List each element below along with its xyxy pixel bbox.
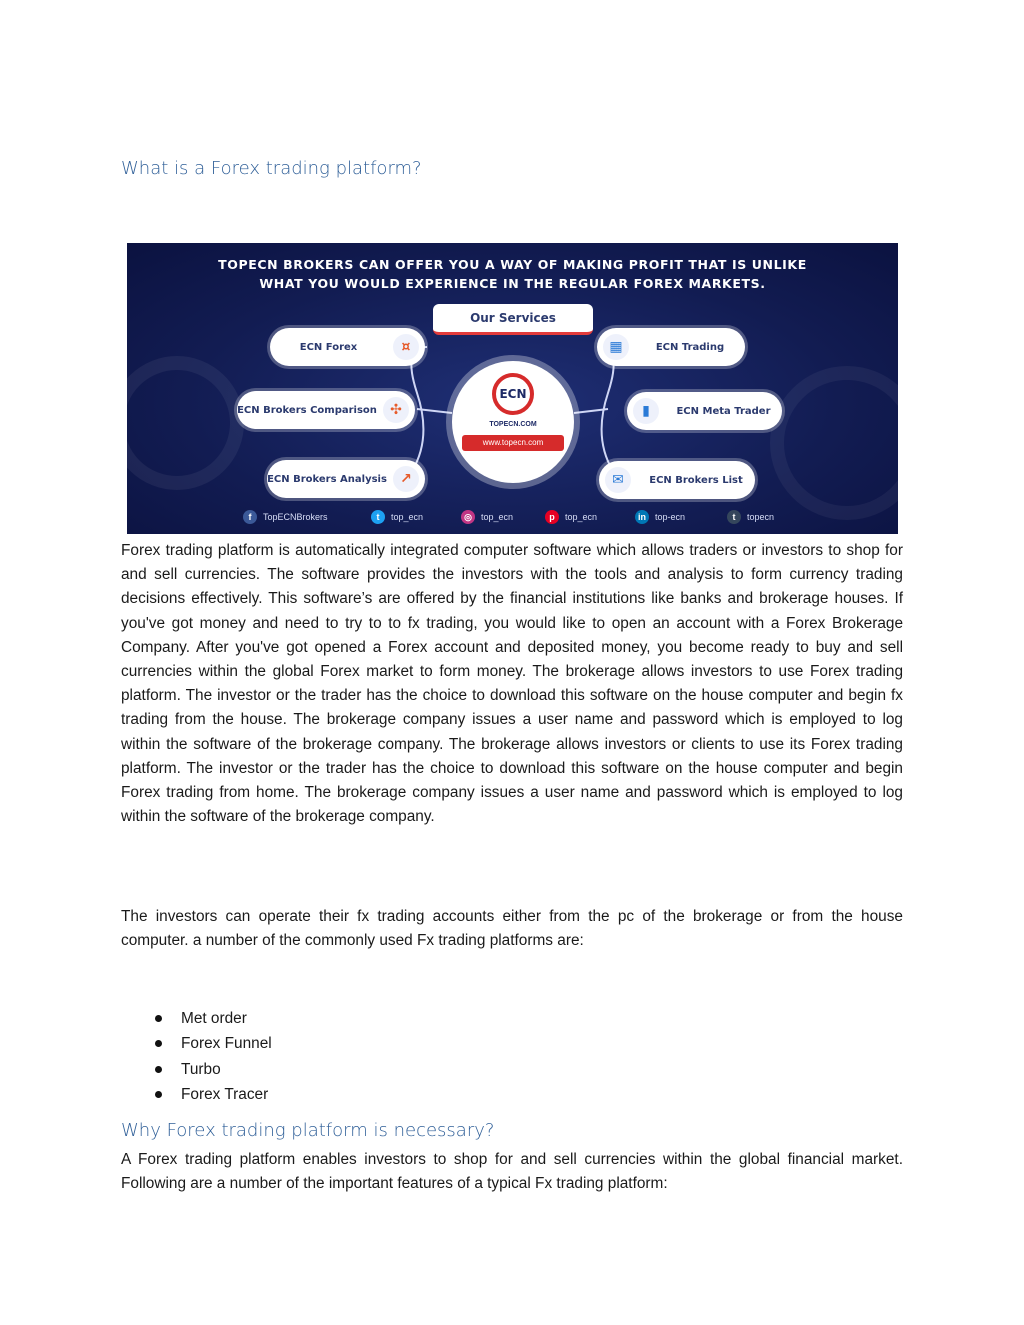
coins-icon: ¤ (393, 334, 419, 360)
service-ecn-forex (270, 328, 425, 366)
paragraph-operate-accounts: The investors can operate their fx trading accounts either from the pc of the brokerage or from the house computer. a number of the commonly used Fx trading platforms are: (121, 908, 903, 950)
chart-icon: ↗ (393, 466, 419, 492)
social-tumblr (727, 510, 774, 524)
building-icon: ▦ (603, 334, 629, 360)
bullet-icon (155, 1015, 162, 1022)
ecn-logo-subtext: TOPECN.COM (489, 421, 537, 428)
social-handle: top-ecn (655, 512, 686, 522)
bullet-icon (155, 1066, 162, 1073)
social-handle: topecn (747, 512, 775, 522)
chat-icon: ✉ (605, 467, 631, 493)
tumblr-icon: t (727, 510, 741, 524)
service-label: ECN Brokers Comparison (237, 404, 377, 416)
social-pinterest (545, 510, 597, 524)
platforms-list (121, 1006, 272, 1107)
twitter-icon: t (371, 510, 385, 524)
list-item (121, 1057, 272, 1082)
service-label: ECN Brokers List (649, 474, 743, 486)
list-item-text: Forex Tracer (181, 1085, 269, 1103)
bullet-icon (155, 1040, 162, 1047)
social-handle: top_ecn (391, 512, 424, 522)
topecn-banner-image (127, 243, 898, 534)
linkedin-icon: in (635, 510, 649, 524)
list-item-text: Forex Funnel (181, 1035, 272, 1053)
list-item-text: Met order (181, 1010, 247, 1027)
instagram-icon: ◎ (461, 510, 475, 524)
ecn-logo: ECN (492, 373, 534, 415)
social-handle: TopECNBrokers (263, 512, 328, 522)
service-ecn-trading (597, 328, 745, 366)
social-handle: top_ecn (481, 512, 514, 522)
service-ecn-meta-trader (627, 392, 782, 430)
service-label: ECN Forex (299, 341, 358, 353)
service-ecn-brokers-comparison (237, 391, 415, 429)
list-item-text: Turbo (181, 1060, 221, 1078)
heading-what-is-forex-platform: What is a Forex trading platform? (121, 158, 422, 179)
paragraph-features: A Forex trading platform enables investors to shop for and sell currencies within the global financial market. Following are a number of the important features of a typical Fx trading platform: (121, 1151, 903, 1193)
banner-headline-line2: WHAT YOU WOULD EXPERIENCE IN THE REGULAR FOREX MARKETS. (259, 276, 766, 291)
ecn-logo-circle (452, 361, 574, 483)
network-icon: ✣ (383, 397, 409, 423)
social-facebook (243, 510, 328, 524)
bullet-icon (155, 1091, 162, 1098)
social-linkedin (635, 510, 685, 524)
ecn-url: www.topecn.com (462, 435, 564, 451)
our-services-label: Our Services (433, 304, 593, 335)
service-label: ECN Brokers Analysis (267, 473, 387, 485)
service-ecn-brokers-analysis (267, 460, 425, 498)
paragraph-intro: Forex trading platform is automatically integrated computer software which allows traders or investors to shop for and sell currencies. The software provides the investors with the tools and analysis to form currency trading decisions effectively. This software’s are offered by the financial institutions like banks and brokerage houses. If you've got money and need to try to to fx trading, you would like to open an account with a Forex Brokerage Company. After you've got opened a Forex account and deposited money, you become ready to buy and sell currencies within the global Forex market to form money. The brokerage allows investors to use Forex trading platform. The investor or the trader has the choice to download this software on the house computer and begin fx trading from the house. The brokerage company issues a user name and password which is employed to log within the software of the brokerage company. The brokerage allows investors or clients to use its Forex trading platform. The investor or the trader has the choice to download this software on the house computer and begin Forex trading from home. The brokerage company issues a user name and password which is employed to log within the software of the brokerage company. (121, 542, 903, 826)
pinterest-icon: p (545, 510, 559, 524)
bar-chart-icon: ▮ (633, 398, 659, 424)
list-item (121, 1031, 272, 1056)
list-item (121, 1006, 272, 1031)
social-twitter (371, 510, 423, 524)
service-ecn-brokers-list (599, 461, 755, 499)
heading-why-necessary: Why Forex trading platform is necessary? (121, 1120, 495, 1141)
social-instagram (461, 510, 513, 524)
service-label: ECN Trading (655, 341, 725, 353)
social-handle: top_ecn (565, 512, 598, 522)
banner-headline-line1: TOPECN BROKERS CAN OFFER YOU A WAY OF MAKING PROFIT THAT IS UNLIKE (218, 257, 807, 272)
list-item (121, 1082, 272, 1107)
service-label: ECN Meta Trader (676, 405, 771, 417)
facebook-icon: f (243, 510, 257, 524)
